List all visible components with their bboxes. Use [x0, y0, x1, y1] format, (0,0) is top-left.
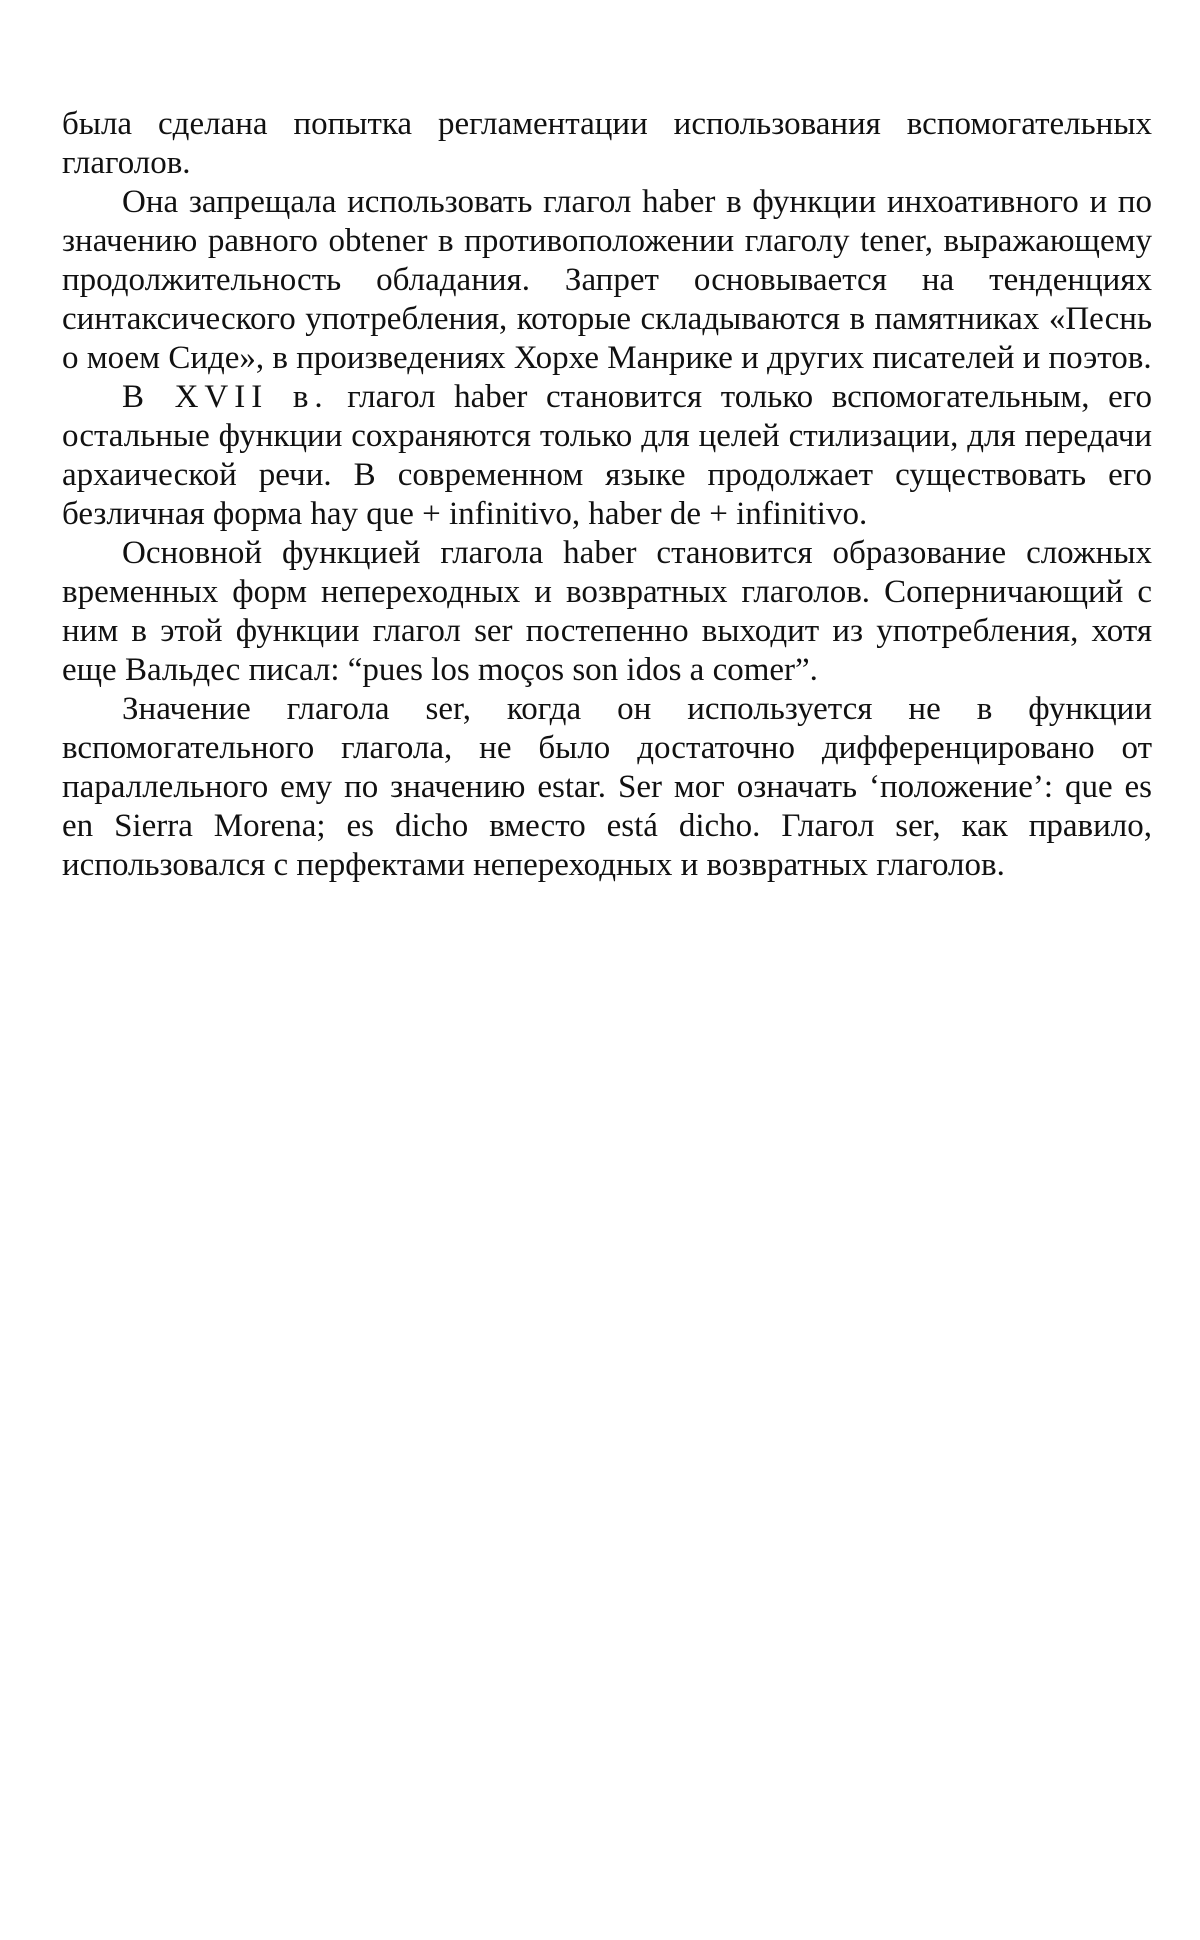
paragraph-3-spaced-lead: В XVII в.	[122, 379, 329, 415]
paragraph-2-text: Она запрещала использовать глагол haber в функции инхоативного и по значению равного obtener в противоположении глаголу tener, выражающему продолжительность обладания. Запрет основывается на тенденциях синтаксического употребления, которые складываются в памятниках «Песнь о моем Сиде», в произведениях Хорхе Манрике и других писателей и поэтов.	[62, 184, 1152, 376]
paragraph-3-text: глагол haber становится только вспомогательным, его остальные функции сохраняются только для целей стилизации, для передачи архаической речи. В современном языке продолжает существовать его безличная форма hay que + infinitivo, haber de + infinitivo.	[62, 379, 1152, 532]
paragraph-2	[62, 183, 1152, 378]
paragraph-4	[62, 534, 1152, 690]
paragraph-1	[62, 105, 1152, 183]
document-page	[62, 105, 1152, 885]
paragraph-4-text: Основной функцией глагола haber становится образование сложных временных форм непереходных и возвратных глаголов. Соперничающий с ним в этой функции глагол ser постепенно выходит из употребления, хотя еще Вальдес писал: “pues los moços son idos a comer”.	[62, 535, 1152, 688]
paragraph-5-text: Значение глагола ser, когда он используется не в функции вспомогательного глагола, не было достаточно дифференцировано от параллельного ему по значению estar. Ser мог означать ‘положение’: que es en Sierra Morena; es dicho вместо está dicho. Глагол ser, как правило, использовался с перфектами непереходных и возвратных глаголов.	[62, 691, 1152, 883]
paragraph-1-text: была сделана попытка регламентации использования вспомогательных глаголов.	[62, 106, 1152, 181]
paragraph-5	[62, 690, 1152, 885]
paragraph-3	[62, 378, 1152, 534]
